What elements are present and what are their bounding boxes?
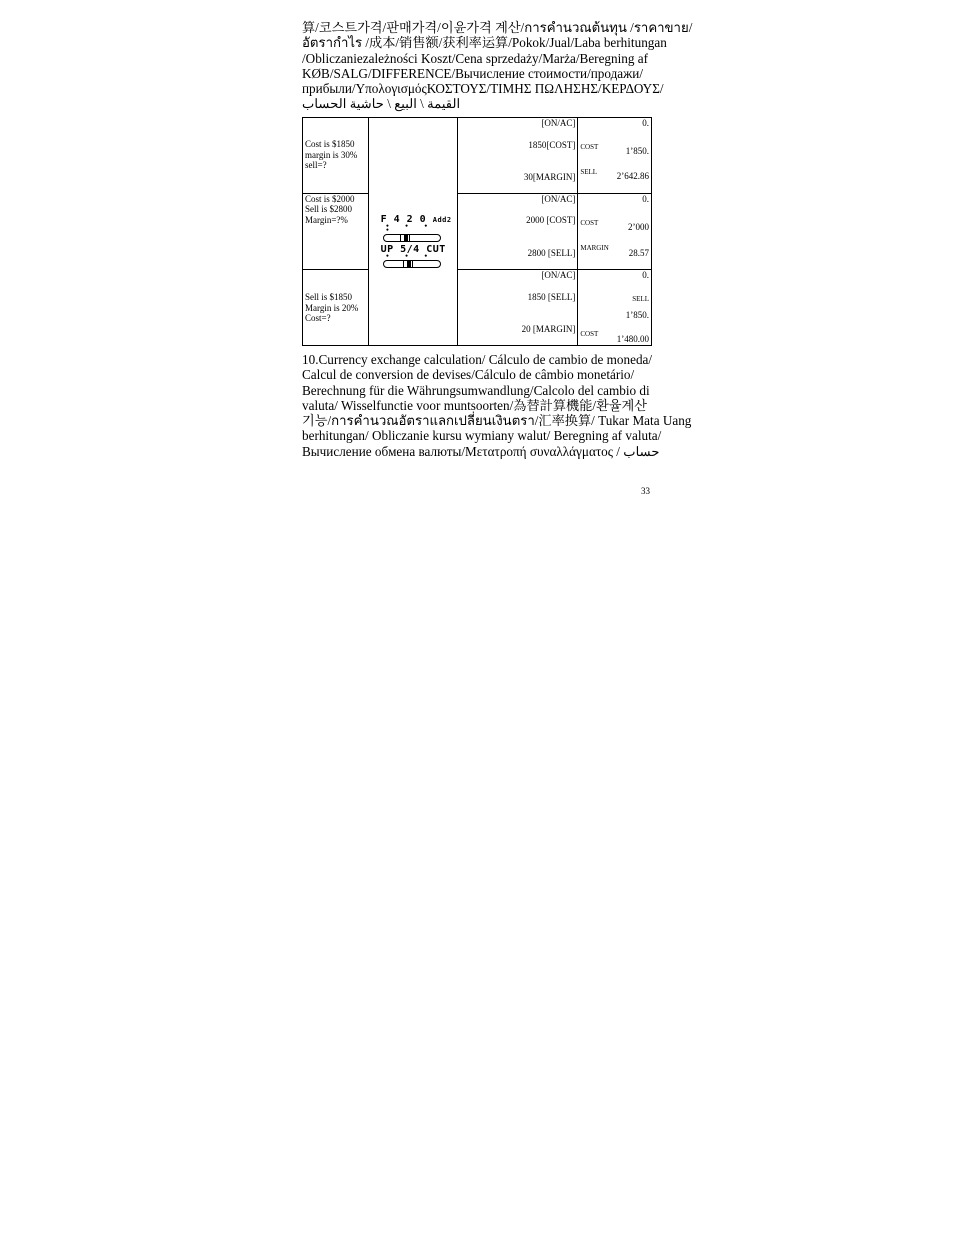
section-line: Calcul de conversion de devises/Cálculo de câmbio monetário/ xyxy=(302,367,635,383)
display-value: 2’000 xyxy=(628,222,649,232)
example-display xyxy=(578,270,652,346)
description-line: Sell is $1850 xyxy=(305,292,353,302)
switch-settings-cell xyxy=(368,118,458,346)
key-sequence: 20 [MARGIN] xyxy=(521,324,576,334)
key-sequence: 2000 [COST] xyxy=(526,215,576,225)
page-number: 33 xyxy=(641,486,650,496)
switch-position-dots: • • • xyxy=(385,253,434,260)
heading-line: /Obliczaniezależności Koszt/Cena sprzedaży/Marża/Beregning af xyxy=(302,50,649,66)
display-indicator: SELL xyxy=(632,295,649,303)
example-keys xyxy=(458,194,578,270)
example-display xyxy=(578,194,652,270)
description-line: Cost=? xyxy=(305,313,331,323)
key-sequence: [ON/AC] xyxy=(541,270,576,280)
cost-sell-margin-heading xyxy=(302,20,693,112)
display-indicator: SELL xyxy=(580,168,598,176)
decimal-switch-slider xyxy=(383,234,441,242)
example-keys xyxy=(458,118,578,194)
section-line: Berechnung für die Währungsumwandlung/Calcolo del cambio di xyxy=(302,382,650,398)
example-description xyxy=(303,270,369,346)
section-line: valuta/ Wisselfunctie voor muntsoorten/為替計算機能/환율계산 xyxy=(302,397,648,413)
key-sequence: 1850 [SELL] xyxy=(527,292,576,302)
cost-sell-margin-example-table xyxy=(302,117,652,346)
display-value: 0. xyxy=(642,194,649,204)
display-value: 0. xyxy=(642,270,649,280)
section-line: 기능/การคำนวณอัตราแลกเปลี่ยนเงินตรา/汇率换算/ Tukar Mata Uang xyxy=(302,413,692,429)
heading-line: KØB/SALG/DIFFERENCE/Вычисление стоимости/продажи/ xyxy=(302,65,643,81)
decimal-switch-label: F 4 2 0 Add2 xyxy=(380,214,452,225)
display-indicator: COST xyxy=(580,143,599,151)
switch-position-dots: • • • • xyxy=(385,223,434,234)
key-sequence: 1850[COST] xyxy=(528,140,576,150)
display-value: 2’642.86 xyxy=(616,171,649,181)
heading-line: прибыли/ΥπολογισμόςΚΟΣΤΟΥΣ/ΤΙΜΗΣ ΠΩΛΗΣΗΣ/ΚΕΡΔΟΥΣ/ xyxy=(302,81,664,97)
display-indicator: MARGIN xyxy=(580,244,609,252)
section-line: Вычисление обмена валюты/Μετατροπή συναλλάγματος / حساب xyxy=(302,443,660,459)
display-value: 0. xyxy=(642,118,649,128)
section-line: berhitungan/ Obliczanie kursu wymiany walut/ Beregning af valuta/ xyxy=(302,428,662,444)
heading-line: 算/코스트가격/판매가격/이윤가격 계산/การคำนวณต้นทุน /ราคาขาย/ xyxy=(302,20,693,35)
slider-knob xyxy=(404,235,408,241)
example-row xyxy=(303,270,652,346)
display-value: 28.57 xyxy=(628,248,649,258)
switch-settings-diagram xyxy=(380,214,452,271)
heading-line-arabic: القيمة \ البيع \ حاشية الحساب xyxy=(302,96,461,112)
section-line: 10.Currency exchange calculation/ Cálculo de cambio de moneda/ xyxy=(302,352,653,367)
display-indicator: COST xyxy=(580,219,599,227)
key-sequence: 2800 [SELL] xyxy=(527,248,576,258)
description-line: margin is 30% xyxy=(305,150,358,160)
description-line: Sell is $2800 xyxy=(305,204,353,214)
display-value: 1’480.00 xyxy=(616,334,649,344)
key-sequence: 30[MARGIN] xyxy=(523,172,576,182)
description-line: Cost is $2000 xyxy=(305,194,355,204)
rounding-switch-slider xyxy=(383,260,441,268)
key-sequence: [ON/AC] xyxy=(541,194,576,204)
key-sequence: [ON/AC] xyxy=(541,118,576,128)
heading-line: อัตรากำไร /成本/销售额/获利率运算/Pokok/Jual/Laba berhitungan xyxy=(302,35,667,51)
display-value: 1’850. xyxy=(625,146,649,156)
rounding-switch-label: UP 5/4 CUT xyxy=(380,244,446,255)
description-line: Margin=?% xyxy=(305,215,348,225)
description-line: Margin is 20% xyxy=(305,303,359,313)
example-row xyxy=(303,118,652,194)
description-line: sell=? xyxy=(305,160,327,170)
example-display xyxy=(578,118,652,194)
display-indicator: COST xyxy=(580,330,599,338)
slider-knob xyxy=(407,261,411,267)
description-line: Cost is $1850 xyxy=(305,139,355,149)
example-description xyxy=(303,118,369,194)
example-row xyxy=(303,194,652,270)
display-value: 1’850. xyxy=(625,310,649,320)
currency-exchange-section-heading xyxy=(302,352,692,459)
example-keys xyxy=(458,270,578,346)
example-description xyxy=(303,194,369,270)
